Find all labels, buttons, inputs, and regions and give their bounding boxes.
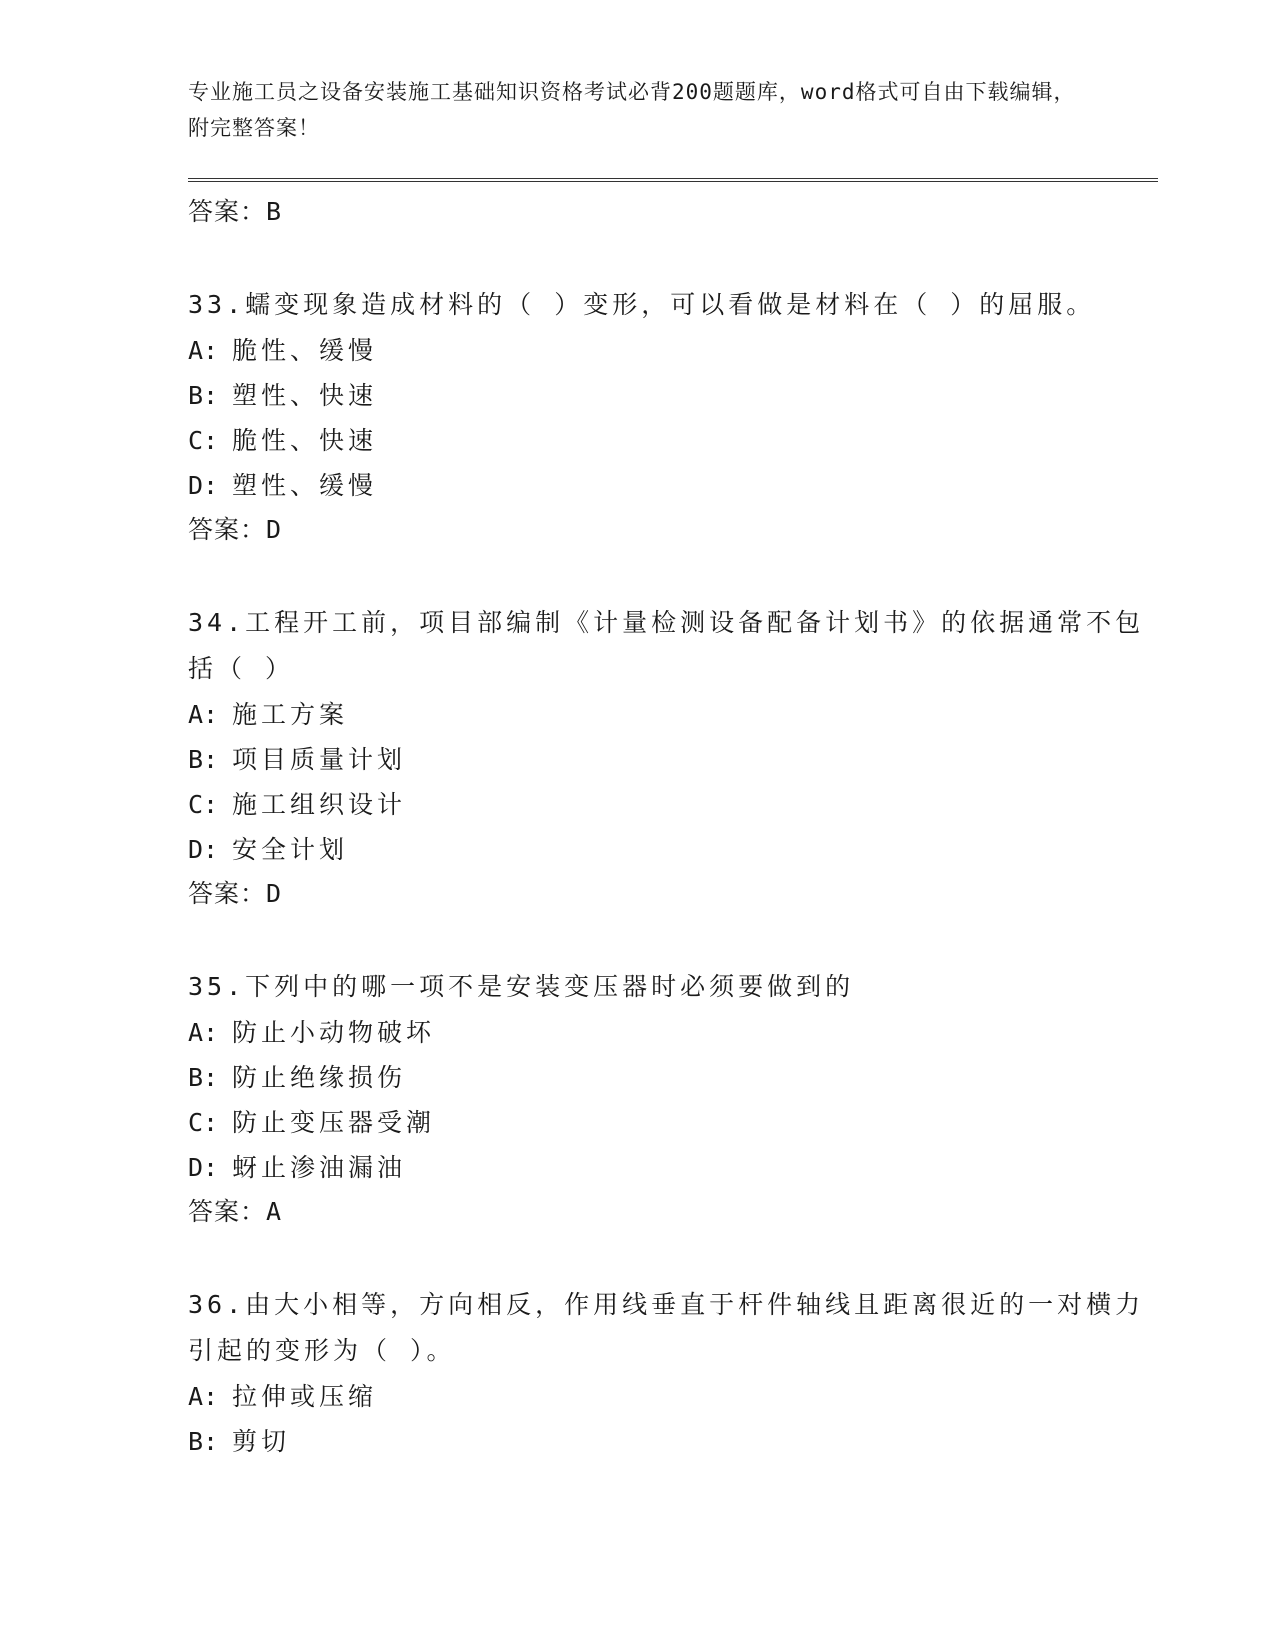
answer-label: 答案：A [188,1197,283,1226]
option-b [188,1055,1148,1100]
option-text: 剪切 [232,1427,291,1456]
option-d [188,827,1148,872]
answer-label: 答案：D [188,515,283,544]
option-letter: B: [188,381,219,410]
option-a [188,1374,1148,1419]
header-divider [188,178,1158,182]
option-letter: B: [188,1427,219,1456]
option-text: 施工方案 [232,700,349,729]
option-text: 蚜止渗油漏油 [232,1153,407,1182]
option-a [188,692,1148,737]
option-text: 塑性、缓慢 [232,471,378,500]
question-text: 33.蠕变现象造成材料的（ ）变形，可以看做是材料在（ ）的屈服。 [188,290,1096,319]
option-text: 施工组织设计 [232,790,407,819]
option-c [188,1100,1148,1145]
option-letter: D: [188,471,219,500]
question-block [188,282,1148,552]
option-text: 防止变压器受潮 [232,1108,436,1137]
option-letter: A: [188,1018,219,1047]
option-letter: C: [188,1108,219,1137]
option-a [188,328,1148,373]
option-text: 脆性、缓慢 [232,336,378,365]
option-text: 防止绝缘损伤 [232,1063,407,1092]
option-text: 塑性、快速 [232,381,378,410]
question-text: 34.工程开工前，项目部编制《计量检测设备配备计划书》的依据通常不包括（ ） [188,608,1145,683]
option-text: 项目质量计划 [232,745,407,774]
option-text: 脆性、快速 [232,426,378,455]
document-header: 专业施工员之设备安装施工基础知识资格考试必背200题题库，word格式可自由下载编辑，附完整答案！ [188,80,1076,140]
option-c [188,782,1148,827]
option-b [188,737,1148,782]
option-letter: D: [188,1153,219,1182]
option-letter: C: [188,790,219,819]
question-text: 36.由大小相等，方向相反，作用线垂直于杆件轴线且距离很近的一对横力引起的变形为（ ）。 [188,1290,1145,1365]
option-b [188,373,1148,418]
option-a [188,1010,1148,1055]
option-letter: A: [188,700,219,729]
question-text: 35.下列中的哪一项不是安装变压器时必须要做到的 [188,972,855,1001]
option-text: 拉伸或压缩 [232,1382,378,1411]
question-list [188,190,1148,1464]
answer-label: 答案：B [188,197,283,226]
option-letter: A: [188,336,219,365]
option-d [188,1145,1148,1190]
option-letter: B: [188,745,219,774]
option-letter: B: [188,1063,219,1092]
option-letter: D: [188,835,219,864]
question-block [188,964,1148,1234]
question-block [188,1282,1148,1464]
option-c [188,418,1148,463]
option-text: 防止小动物破坏 [232,1018,436,1047]
option-d [188,463,1148,508]
option-letter: A: [188,1382,219,1411]
option-b [188,1419,1148,1464]
option-text: 安全计划 [232,835,349,864]
option-letter: C: [188,426,219,455]
question-block [188,600,1148,916]
answer-label: 答案：D [188,879,283,908]
